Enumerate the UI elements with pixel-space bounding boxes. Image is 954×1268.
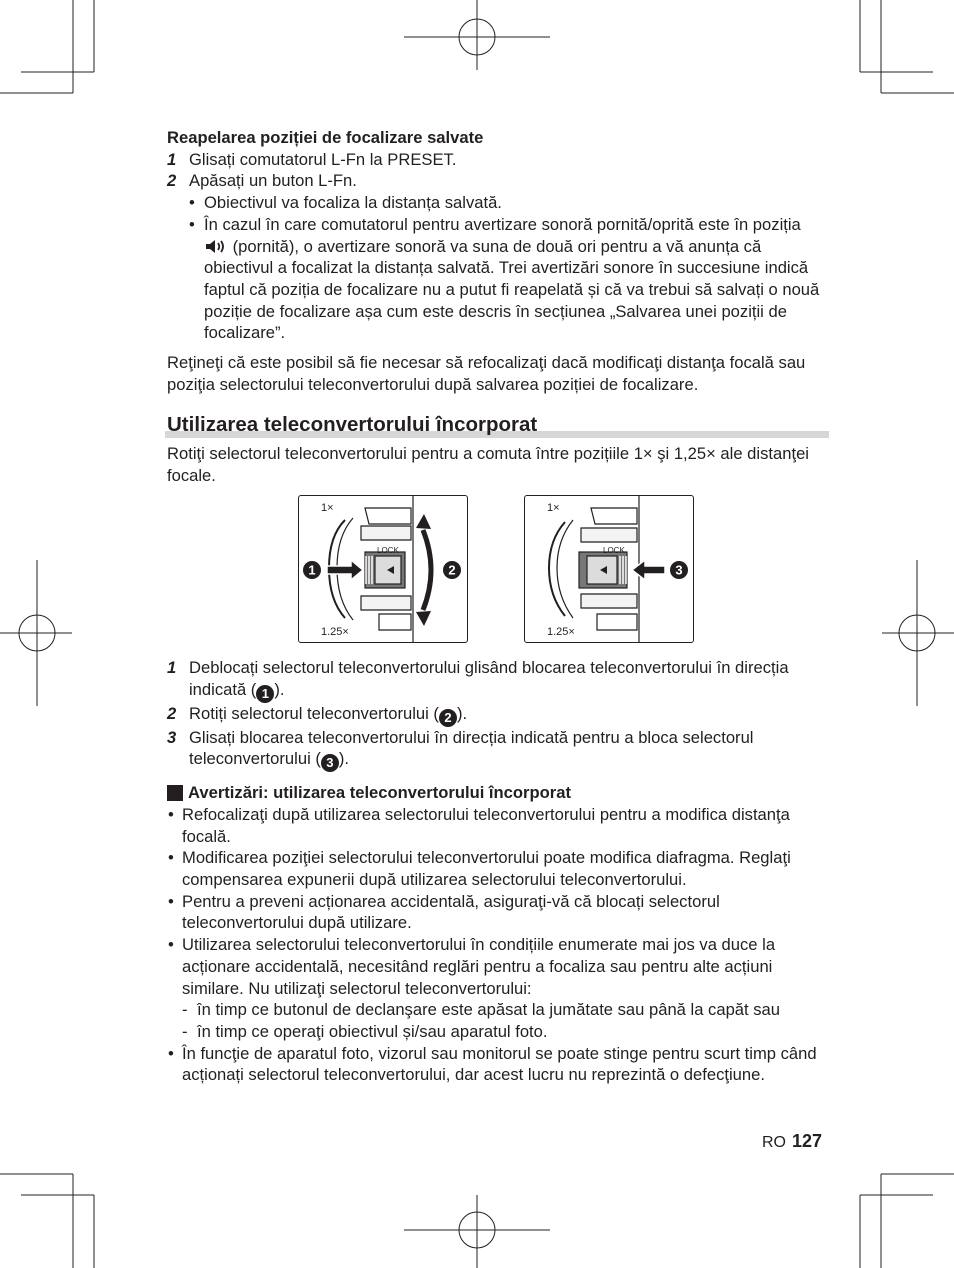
cautions-title: Avertizări: utilizarea teleconvertorului încorporat <box>188 783 571 803</box>
label-1x: 1× <box>547 501 560 514</box>
marker-1-icon: 1 <box>256 685 274 703</box>
bullet-text: În cazul în care comutatorul pentru avertizare sonoră pornită/oprită este în poziția <box>204 214 801 234</box>
caution-item <box>167 891 827 934</box>
caution-subitem <box>167 999 827 1021</box>
bullet-text: Obiectivul va focaliza la distanța salvată. <box>204 193 502 213</box>
page-footer <box>762 1131 822 1152</box>
rotate-arrow-icon <box>416 514 431 626</box>
step-text: Deblocați selectorul teleconvertorului glisând blocarea teleconvertorului în direcția indicată ( <box>189 657 789 699</box>
subitem-text: în timp ce butonul de declanşare este apăsat la jumătate sau până la capăt sau <box>197 1000 781 1020</box>
page-number: 127 <box>791 1131 822 1151</box>
section-intro: Rotiţi selectorul teleconvertorului pentru a comuta între pozițiile 1× şi 1,25× ale distanţei focale. <box>167 444 809 486</box>
recall-step <box>167 170 827 192</box>
language-code: RO <box>761 1134 786 1151</box>
bullet-dot: • <box>168 935 174 955</box>
dash-marker: - <box>182 1000 188 1020</box>
page-content <box>167 127 827 1086</box>
speaker-on-icon <box>204 238 228 255</box>
bullet-dot: • <box>189 214 195 234</box>
bullet-dot: • <box>189 193 195 213</box>
label-125x: 1.25× <box>547 625 575 638</box>
step-number: 1 <box>167 149 177 169</box>
bullet-text-continued: (pornită), o avertizare sonoră va suna de două ori pentru a vă anunța că obiectivul a focalizat la distanța salvată. Trei avertizări sonore în succesiune indică faptul că poziția de focalizare nu a putut fi reapelată și că va trebui să salvați o nouă poziție de focalizare așa cum este descris în secțiunea „Salvarea unei poziții de focalizare”. <box>204 236 820 343</box>
step-number: 3 <box>167 727 177 747</box>
caution-text: Modificarea poziţiei selectorului teleconvertorului poate modifica diafragma. Reglaţi compensarea expunerii după utilizarea selectorului teleconvertorului. <box>182 848 791 890</box>
teleconverter-steps <box>167 657 827 772</box>
caution-item <box>167 1043 827 1086</box>
caution-text: Pentru a preveni acționarea accidentală, asiguraţi-vă că blocați selectorul teleconvertorului după utilizare. <box>182 891 720 933</box>
step-text-end: ). <box>274 679 285 699</box>
illustration-unlock-rotate <box>298 495 468 643</box>
bullet-dot: • <box>168 804 174 824</box>
lock-label: LOCK <box>377 545 399 555</box>
caution-item <box>167 804 827 847</box>
step-text: Apăsați un buton L-Fn. <box>189 171 357 191</box>
cautions-heading <box>167 782 827 804</box>
step-text: Glisați comutatorul L-Fn la PRESET. <box>189 149 457 169</box>
recall-step <box>167 149 827 171</box>
lock-arrow-icon <box>632 560 665 580</box>
push-arrow-icon <box>327 560 363 580</box>
tele-step <box>167 703 827 727</box>
section-heading <box>167 411 827 441</box>
tele-step <box>167 657 827 703</box>
bullet-dot: • <box>168 848 174 868</box>
recall-note: Reţineţi că este posibil să fie necesar să refocalizaţi dacă modificaţi distanţa focală sau poziţia selectorului teleconvertorului după salvarea poziției de focalizare. <box>167 353 806 394</box>
marker-3-icon: 3 <box>321 754 339 772</box>
dash-marker: - <box>182 1021 188 1041</box>
step-text: Glisați blocarea teleconvertorului în direcția indicată pentru a bloca selectorul teleconvertorului ( <box>189 727 754 769</box>
marker-2-label: 2 <box>448 562 456 578</box>
marker-1-label: 1 <box>308 562 316 578</box>
marker-2-icon: 2 <box>439 709 457 727</box>
tele-step <box>167 727 827 773</box>
illustration-lock <box>524 495 694 643</box>
section-title: Utilizarea teleconvertorului încorporat <box>167 413 538 437</box>
label-125x: 1.25× <box>321 625 349 638</box>
lens-diagram <box>525 496 693 642</box>
caution-text: În funcţie de aparatul foto, vizorul sau monitorul se poate stinge pentru scurt timp când acționați selectorul teleconvertorului, dar acest lucru nu reprezintă o defecţiune. <box>182 1043 817 1085</box>
step-number: 1 <box>167 657 177 677</box>
caution-text: Utilizarea selectorului teleconvertorului în condițiile enumerate mai jos va duce la acționare accidentală, necesitând reglări pentru a focaliza sau pentru alte acțiuni similare. Nu utilizaţi selectorul teleconvertorului: <box>182 935 776 998</box>
marker-3-label: 3 <box>675 562 683 578</box>
step-number: 2 <box>167 171 177 191</box>
caution-subitem <box>167 1021 827 1043</box>
step-number: 2 <box>167 703 177 723</box>
caution-item <box>167 847 827 890</box>
step-text-end: ). <box>456 703 468 723</box>
bullet-dot: • <box>168 1043 174 1063</box>
caution-text: Refocalizaţi după utilizarea selectorului teleconvertorului pentru a modifica distanţa focală. <box>182 804 790 846</box>
step-text: Rotiți selectorul teleconvertorului ( <box>189 703 439 723</box>
recall-bullet <box>167 192 827 214</box>
recall-bullet <box>167 214 827 344</box>
bullet-dot: • <box>168 891 174 911</box>
recall-heading: Reapelarea poziției de focalizare salvate <box>167 128 484 147</box>
caution-square-icon <box>167 785 183 801</box>
lens-diagram <box>299 496 467 642</box>
lock-label: LOCK <box>603 545 625 555</box>
step-text-end: ). <box>338 749 350 769</box>
caution-item <box>167 934 827 999</box>
subitem-text: în timp ce operaţi obiectivul și/sau aparatul foto. <box>197 1021 548 1041</box>
teleconverter-illustrations <box>167 491 827 647</box>
label-1x: 1× <box>321 501 334 514</box>
